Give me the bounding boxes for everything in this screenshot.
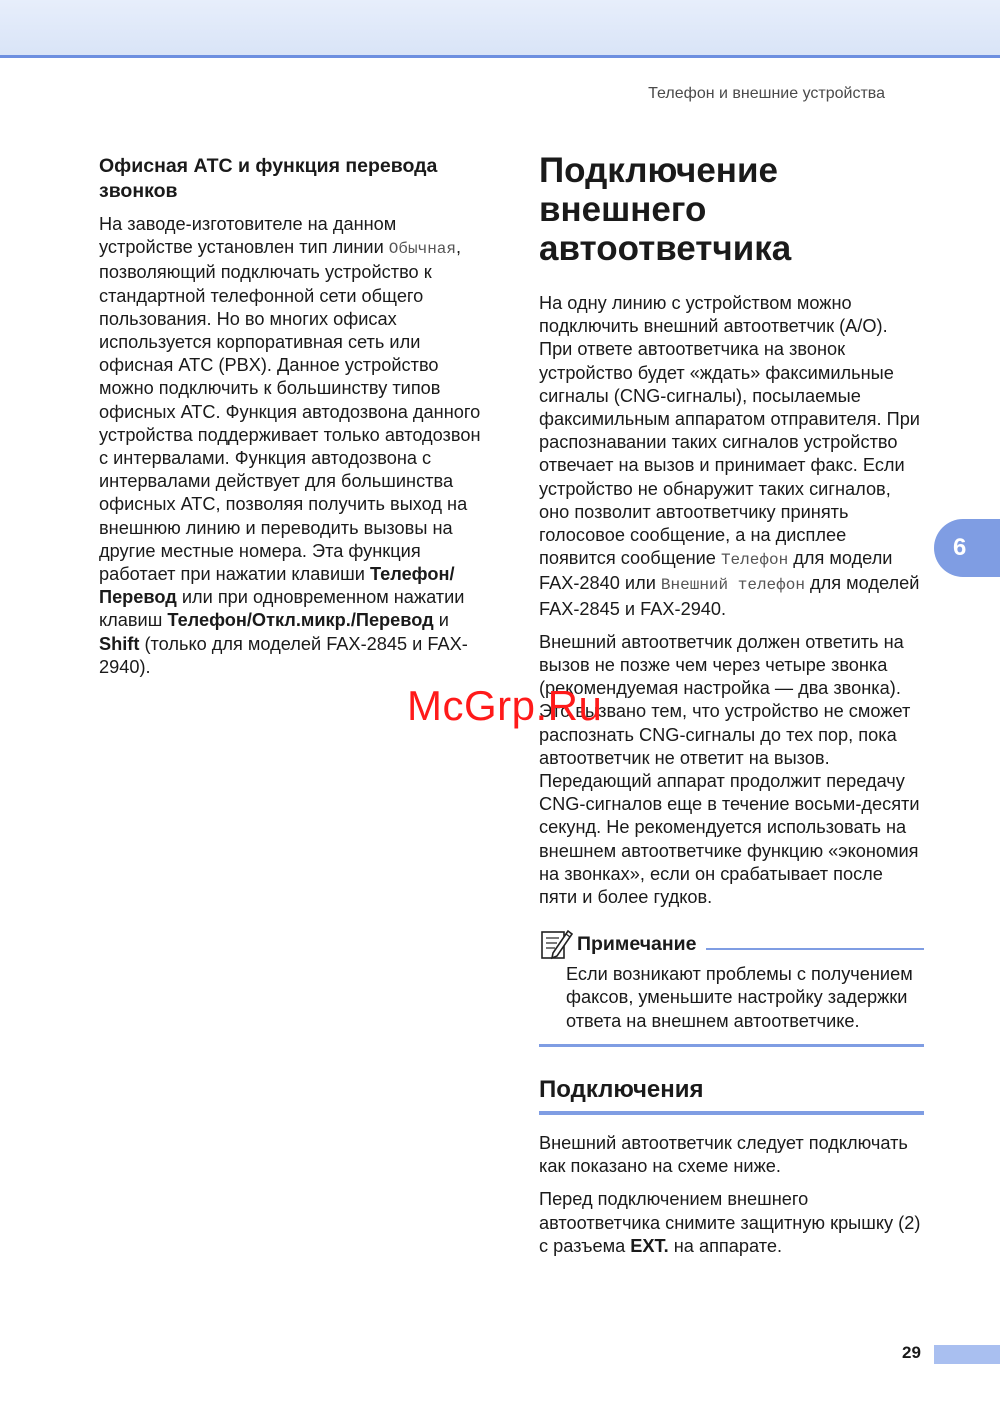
text-run: или при одновременном нажатии клавиш [99,587,465,631]
line-type-value: Обычная [388,240,457,259]
text-run: Перед подключением внешнего автоответчика снимите защитную крышку (2) с разъема [539,1189,921,1256]
text-run: для моделей FAX-2845 и FAX-2940. [539,573,920,619]
left-paragraph [99,213,484,679]
page-number: 29 [902,1343,921,1362]
text-run: на аппарате. [668,1235,783,1256]
key-label: Телефон/Откл.микр./Перевод [167,610,434,631]
key-label: Телефон/Перевод [99,564,455,608]
watermark: McGrp.Ru [407,682,603,729]
right-paragraph-4 [539,1188,924,1258]
title-line: внешнего [539,190,707,229]
left-column [99,154,484,679]
left-subheading: Офисная АТС и функция перевода звонков [99,155,438,202]
right-paragraph-2: Внешний автоответчик должен ответить на вызов не позже чем через четыре звонка (рекомендуемая настройка — два звонка). Это вызвано тем, что устройство не сможет распознать CNG-сигналы до тех пор, пока автоответчик не ответит на вызов. Передающий аппарат продолжит передачу CNG-сигналов еще в течение восьми-десяти секунд. Не рекомендуется использовать на внешнем автоответчике функцию «экономия на звонках», если он срабатывает после пяти и более гудков. [539,631,920,908]
text-run: и [433,610,449,631]
running-header: Телефон и внешние устройства [648,85,885,102]
port-label: EXT. [630,1235,669,1256]
key-label: Shift [99,633,140,654]
right-paragraph-3: Внешний автоответчик следует подключать как показано на схеме ниже. [539,1132,908,1177]
note-rule [706,948,924,950]
note-box [539,929,924,1047]
text-run: для модели FAX-2840 или [539,548,893,594]
text-run: На одну линию с устройством можно подключить внешний автоответчик (A/O). При ответе автоответчика на звонок устройство будет «ждать» факсимильные сигналы (CNG-сигналы), посылаемые факсимильным аппаратом отправителя. При распознавании таких сигналов устройство отвечает на вызов и принимает факс. Если устройство не обнаружит таких сигналов, оно позволит автоответчику принять голосовое сообщение, а на дисплее появится сообщение [539,293,920,569]
title-line: Подключение [539,151,778,190]
note-body: Если возникают проблемы с получением факсов, уменьшите настройку задержки ответа на внешнем автоответчике. [566,964,913,1031]
page-title [539,151,924,268]
note-header [539,929,924,959]
text-run: На заводе-изготовителе на данном устройстве установлен тип линии [99,214,397,258]
note-title: Примечание [577,932,697,955]
right-paragraph-1 [539,292,924,621]
note-pencil-icon [539,927,573,961]
page-number-tab [934,1345,1000,1364]
display-message: Телефон [720,551,789,570]
text-run: , позволяющий подключать устройство к стандартной телефонной сети общего пользования. Но во многих офисах используется корпоративная сеть или офисная АТС (PBX). Данное устройство можно подключить к большинству типов офисных АТС. Функция автодозвона данного устройства поддерживает только автодозвон с интервалами. Функция автодозвона с интервалами действует для большинства офисных АТС, позволяя получить выход на внешнюю линию и переводить вызовы на другие местные номера. Эта функция работает при нажатии клавиши [99,237,481,585]
section-heading: Подключения [539,1075,924,1115]
note-bottom-rule [539,1044,924,1047]
display-message: Внешний телефон [660,576,805,595]
top-band [0,0,1000,58]
text-run: (только для моделей FAX-2845 и FAX-2940). [99,633,468,677]
chapter-tab: 6 [934,519,1000,577]
title-line: автоответчика [539,229,792,268]
